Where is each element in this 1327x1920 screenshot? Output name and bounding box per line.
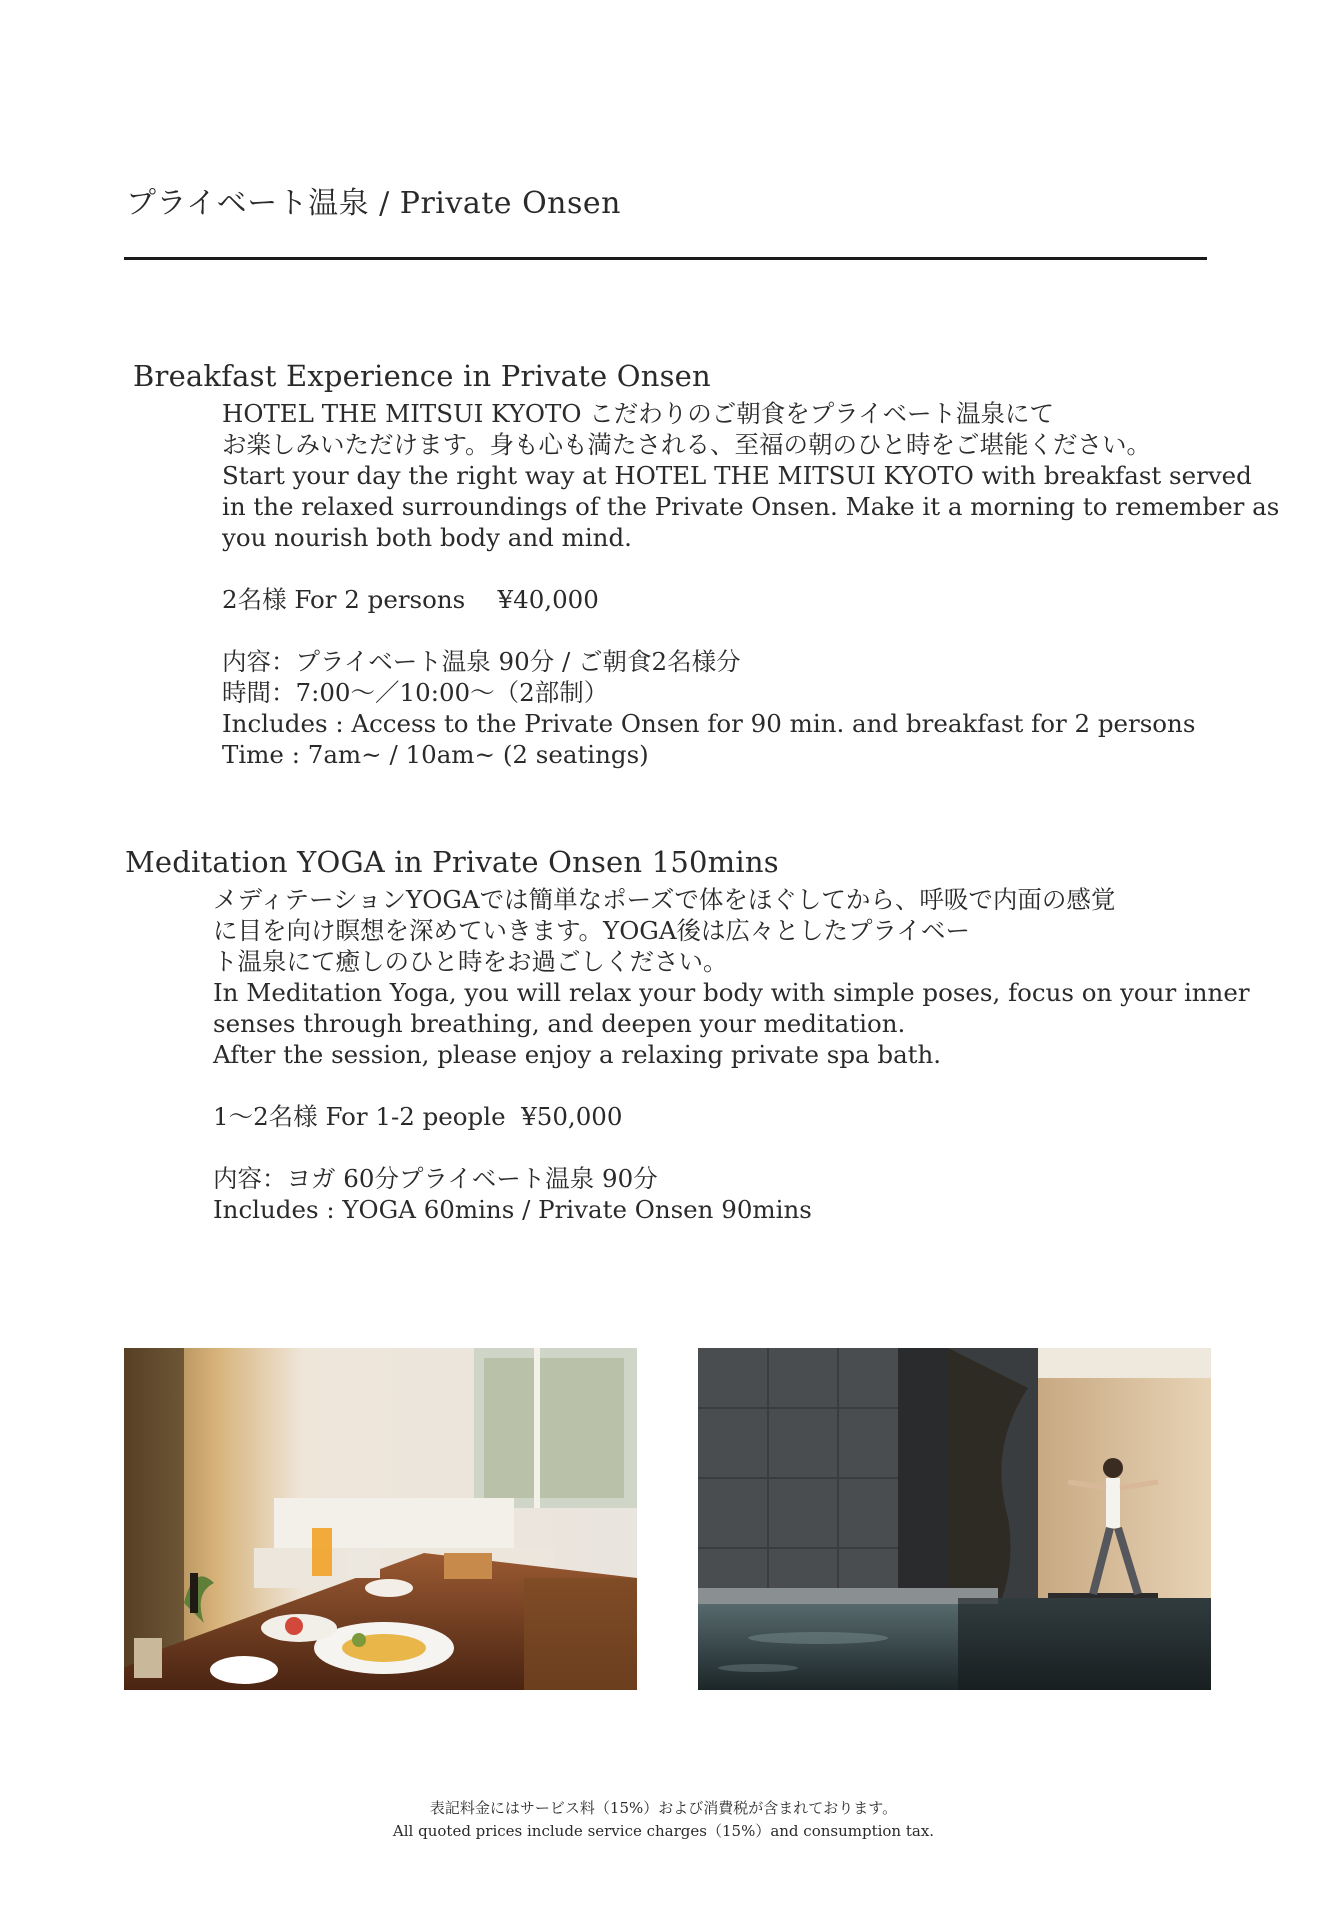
breakfast-price: 2名様 For 2 persons ¥40,000 (222, 585, 599, 614)
breakfast-desc-jp-1: HOTEL THE MITSUI KYOTO こだわりのご朝食をプライベート温泉にて (222, 399, 1054, 428)
breakfast-table-photo (124, 1348, 637, 1690)
yoga-desc-jp-3: ト温泉にて癒しのひと時をお過ごしください。 (213, 947, 728, 976)
yoga-desc-en-3: After the session, please enjoy a relaxing private spa bath. (213, 1040, 942, 1069)
breakfast-desc-en-1: Start your day the right way at HOTEL THE MITSUI KYOTO with breakfast served (222, 461, 1252, 490)
breakfast-detail-2: 時間：7:00〜／10:00〜（2部制） (222, 678, 609, 707)
yoga-heading: Meditation YOGA in Private Onsen 150mins (125, 845, 779, 879)
yoga-desc-en-2: senses through breathing, and deepen your meditation. (213, 1009, 906, 1038)
yoga-detail-2: Includes : YOGA 60mins / Private Onsen 90mins (213, 1195, 812, 1224)
yoga-price: 1〜2名様 For 1-2 people ¥50,000 (213, 1102, 623, 1131)
breakfast-desc-en-3: you nourish both body and mind. (222, 523, 632, 552)
yoga-desc-en-1: In Meditation Yoga, you will relax your body with simple poses, focus on your inner (213, 978, 1250, 1007)
footer-note-en: All quoted prices include service charges（15%）and consumption tax. (392, 1822, 935, 1840)
breakfast-body (222, 398, 1279, 770)
footer-note (0, 1797, 1327, 1843)
page-title: プライベート温泉 / Private Onsen (126, 186, 621, 221)
yoga-desc-jp-2: に目を向け瞑想を深めていきます。YOGA後は広々としたプライベー (213, 916, 970, 945)
breakfast-detail-3: Includes : Access to the Private Onsen for 90 min. and breakfast for 2 persons (222, 709, 1196, 738)
yoga-detail-1: 内容：ヨガ 60分プライベート温泉 90分 (213, 1164, 658, 1193)
breakfast-desc-en-2: in the relaxed surroundings of the Private Onsen. Make it a morning to remember as (222, 492, 1280, 521)
yoga-desc-jp-1: メディテーションYOGAでは簡単なポーズで体をほぐしてから、呼吸で内面の感覚 (213, 885, 1116, 914)
breakfast-heading: Breakfast Experience in Private Onsen (133, 359, 711, 393)
breakfast-detail-1: 内容：プライベート温泉 90分 / ご朝食2名様分 (222, 647, 741, 676)
title-divider (124, 257, 1207, 260)
footer-note-jp: 表記料金にはサービス料（15%）および消費税が含まれております。 (429, 1799, 898, 1817)
breakfast-desc-jp-2: お楽しみいただけます。身も心も満たされる、至福の朝のひと時をご堪能ください。 (222, 430, 1152, 459)
breakfast-detail-4: Time : 7am~ / 10am~ (2 seatings) (222, 740, 649, 769)
yoga-body (213, 884, 1250, 1225)
onsen-yoga-photo (698, 1348, 1211, 1690)
